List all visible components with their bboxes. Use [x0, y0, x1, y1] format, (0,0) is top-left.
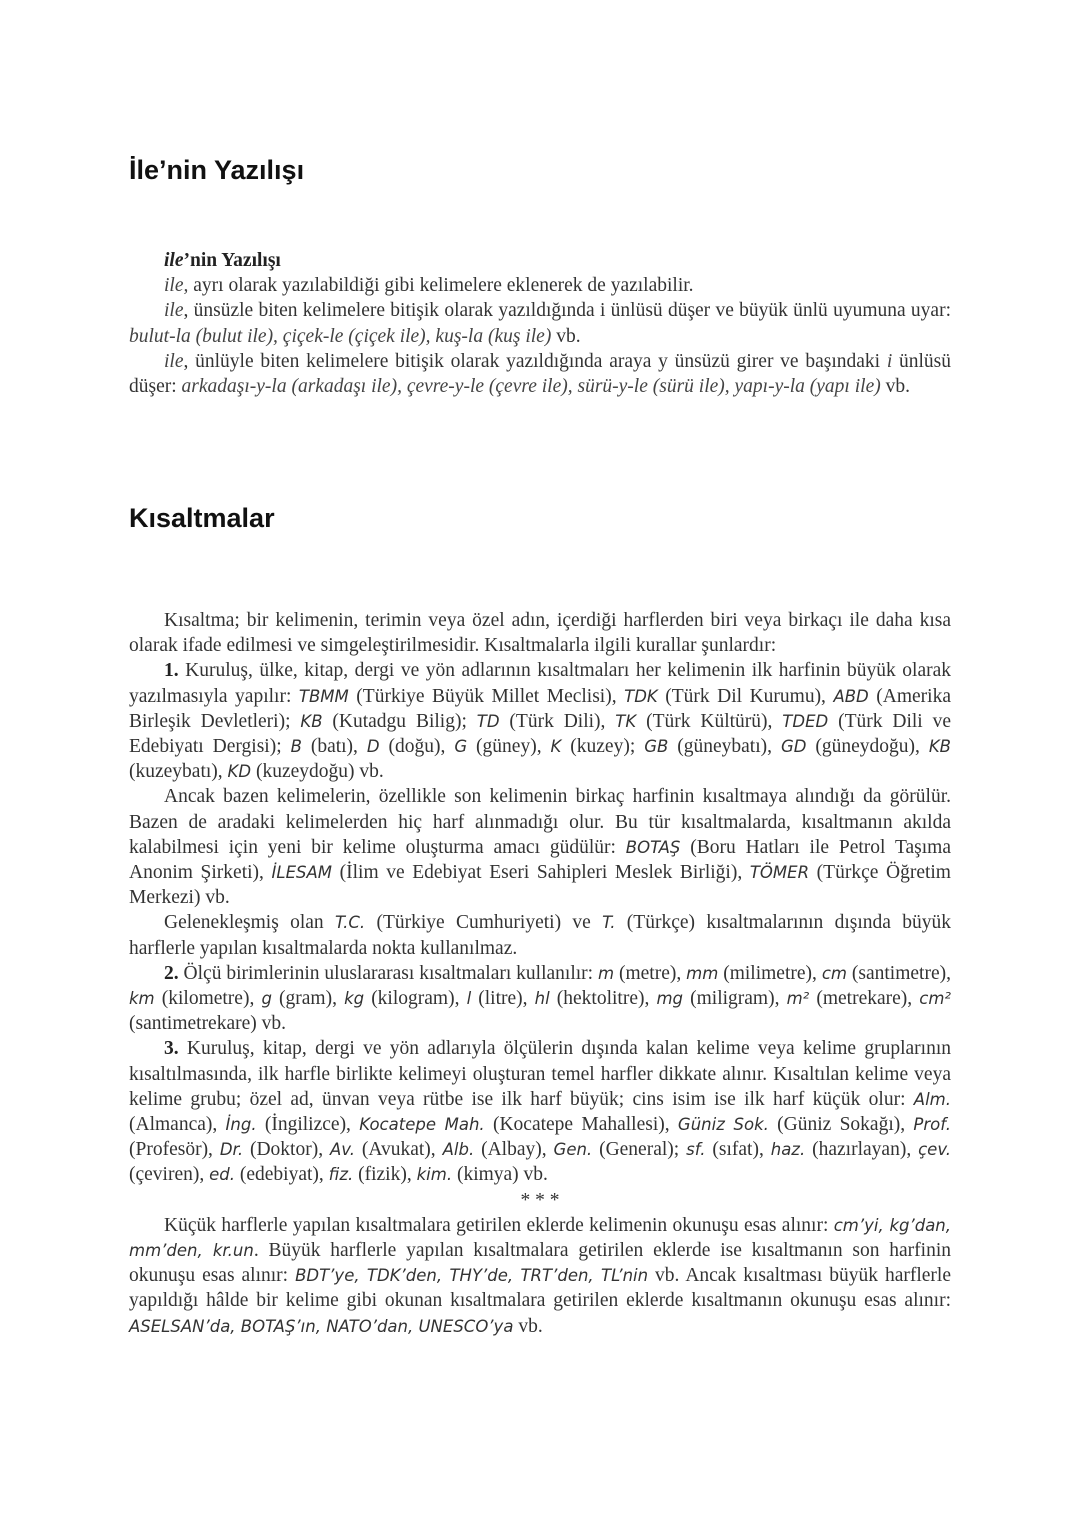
italic-text: TDED [782, 711, 829, 731]
text: (Albay), [474, 1139, 554, 1161]
italic-text: Alb. [442, 1140, 475, 1160]
text: (kuzeybatı), [129, 761, 228, 783]
italic-text: TD [476, 711, 500, 731]
italic-text: D [366, 737, 380, 757]
text: (kuzeydoğu) vb. [251, 761, 384, 783]
italic-text: mm [686, 963, 719, 983]
italic-text: BDT’ye, TDK’den, THY’de, TRT’den, TL’nin [295, 1266, 649, 1286]
italic-text: cm’yi, kg’dan, mm’den, kr.un [129, 1215, 952, 1261]
text: (hazırlayan), [805, 1139, 919, 1161]
text: Kuruluş, ülke, kitap, dergi ve yön adlarının kısaltmaları her kelimenin ilk harfinin büyük olarak yazılmasıyla yapılır: [129, 660, 951, 707]
text: (Türk Dil Kurumu), [657, 685, 834, 707]
section-heading-ile: İle’nin Yazılışı [129, 155, 305, 185]
italic-text: m [598, 963, 615, 983]
italic-text: l [466, 989, 472, 1009]
italic-text: fiz. [328, 1165, 354, 1185]
text: vb. [880, 376, 910, 398]
text: (hektolitre), [549, 988, 657, 1010]
text: (metre), [614, 962, 687, 984]
italic-text: Alm. [913, 1089, 951, 1109]
bold-text: ile [164, 250, 184, 271]
italic-text: arkadaşı-y-la (arkadaşı ile), çevre-y-le (çevre ile), sürü-y-le (sürü ile), yapı-y-la (yapı ile) [181, 376, 881, 398]
paragraph [129, 1036, 951, 1187]
bold-text: ’nin Yazılışı [183, 250, 281, 271]
italic-text: Av. [330, 1140, 355, 1160]
paragraph [129, 961, 951, 1037]
text: (milimetre), [718, 962, 822, 984]
paragraph [129, 273, 951, 298]
italic-text: KB [928, 737, 951, 757]
italic-text: m² [786, 989, 810, 1009]
paragraph [129, 910, 951, 960]
italic-text: KD [227, 762, 252, 782]
text: ayrı olarak yazılabildiği gibi kelimelere eklenerek de yazılabilir. [188, 275, 694, 297]
italic-text: ile [164, 350, 184, 372]
text: (Türk Kültürü), [636, 710, 783, 732]
italic-text: kg [344, 989, 365, 1009]
italic-text: g [261, 989, 272, 1009]
text: (kilometre), [154, 988, 262, 1010]
text: (Türkçe Öğretim Merkezi) vb. [129, 862, 951, 909]
italic-text: GB [644, 737, 669, 757]
text: (Güniz Sokağı), [768, 1114, 914, 1136]
text: (batı), [301, 736, 367, 758]
bold-text: 2. [164, 962, 179, 984]
paragraph [129, 349, 951, 399]
italic-text: çev. [918, 1140, 951, 1160]
italic-text: ile, [164, 275, 189, 297]
italic-text: ABD [833, 686, 869, 706]
text: (kimya) vb. [452, 1164, 548, 1186]
italic-text: hl [534, 989, 550, 1009]
paragraph [129, 608, 951, 658]
italic-text: BOTAŞ [625, 837, 681, 857]
section-heading-kisaltmalar: Kısaltmalar [129, 503, 275, 533]
text: (General); [592, 1139, 687, 1161]
italic-text: TBMM [298, 686, 349, 706]
italic-text: Kocatepe Mah. [359, 1115, 485, 1135]
text: (güneybatı), [668, 736, 781, 758]
paragraph [129, 784, 951, 910]
section2-body [129, 608, 951, 1339]
text: (litre), [471, 988, 535, 1010]
bold-text: 3. [164, 1038, 179, 1060]
text: , ünlüyle biten kelimelere bitişik olarak yazıldığında araya y ünsüzü girer ve başındaki [183, 350, 887, 372]
text: (metrekare), [809, 988, 920, 1010]
italic-text: T.C. [335, 913, 366, 933]
text: (Türk Dili ve Edebiyatı Dergisi); [129, 710, 951, 758]
text: (miligram), [683, 988, 787, 1010]
text: (Kutadgu Bilig); [322, 710, 477, 732]
italic-text: mg [656, 989, 684, 1009]
text: , ünsüzle biten kelimelere bitişik olarak yazıldığında i ünlüsü düşer ve büyük ünlü uyumuna uyar: [183, 300, 951, 322]
bold-text: 1. [164, 660, 179, 682]
text: (fizik), [353, 1164, 417, 1186]
text: (Doktor), [243, 1139, 330, 1161]
italic-text: kim. [416, 1165, 453, 1185]
italic-text: İLESAM [271, 863, 333, 883]
text: Kuruluş, kitap, dergi ve yön adlarıyla ölçülerin dışında kalan kelime veya kelime gruplarının kısaltılmasında, ilk harfle birlikte kelimeyi oluşturan temel harfler dikkate alınır. Kısaltılan kelime veya kelime grubu; özel ad, ünvan veya rütbe ise ilk harf büyük; cins isim ise ilk harf küçük olur: [129, 1038, 951, 1110]
italic-text: sf. [686, 1140, 706, 1160]
text: Ölçü birimlerinin uluslararası kısaltmaları kullanılır: [178, 962, 598, 984]
italic-text: TÖMER [749, 863, 810, 883]
italic-text: ASELSAN’da, BOTAŞ’ın, NATO’dan, UNESCO’ya [129, 1316, 514, 1336]
section2-paragraphs [129, 608, 951, 1188]
text: (Türk Dili), [499, 710, 616, 732]
text: (İngilizce), [256, 1114, 360, 1136]
text: (Türkiye Cumhuriyeti) ve [365, 912, 603, 934]
separator: * * * [520, 1189, 560, 1211]
text: Kısaltma; bir kelimenin, terimin veya özel adın, içerdiği harflerden biri veya birkaçı ile daha kısa olarak ifade edilmesi ve simgeleştirilmesidir. Kısaltmalarla ilgili kurallar şunlardır: [129, 610, 951, 657]
text: (gram), [271, 988, 345, 1010]
italic-text: TK [615, 711, 637, 731]
text: (kilogram), [364, 988, 467, 1010]
text: (Almanca), [129, 1114, 226, 1136]
italic-text: GD [780, 737, 807, 757]
section1-body [129, 248, 951, 399]
text: Gelenekleşmiş olan [164, 912, 336, 934]
paragraph [129, 298, 951, 348]
text: (İlim ve Edebiyat Eseri Sahipleri Meslek Birliği), [332, 862, 750, 884]
text: (çeviren), [129, 1164, 210, 1186]
italic-text: bulut-la (bulut ile), çiçek-le (çiçek ile), kuş-la (kuş ile) [129, 325, 552, 347]
italic-text: haz. [770, 1140, 806, 1160]
italic-text: cm² [919, 989, 952, 1009]
text: (Türkçe) kısaltmalarının dışında büyük harflerle yapılan kısaltmalarda nokta kullanılmaz. [129, 912, 951, 959]
text: (Profesör), [129, 1139, 220, 1161]
text: (güneydoğu), [806, 736, 929, 758]
text: (Kocatepe Mahallesi), [484, 1114, 678, 1136]
text: (Türkiye Büyük Millet Meclisi), [348, 685, 625, 707]
italic-text: i [886, 350, 893, 372]
text: (doğu), [379, 736, 455, 758]
text: (kuzey); [561, 736, 645, 758]
text: vb. [551, 325, 581, 347]
italic-text: km [129, 989, 155, 1009]
text: Küçük harflerle yapılan kısaltmalara getirilen eklerde kelimenin okunuşu esas alınır: [164, 1214, 834, 1236]
italic-text: Gen. [553, 1140, 593, 1160]
italic-text: cm [821, 963, 847, 983]
italic-text: G [454, 737, 468, 757]
italic-text: ed. [209, 1165, 235, 1185]
text: vb. [513, 1315, 543, 1337]
section2-final [129, 1213, 951, 1339]
text: (edebiyat), [235, 1164, 329, 1186]
text: (santimetre), [846, 962, 951, 984]
italic-text: B [290, 737, 302, 757]
text: (Avukat), [354, 1139, 443, 1161]
text: ünlüsü düşer: [129, 350, 951, 398]
italic-text: İng. [225, 1115, 257, 1135]
text: (sıfat), [705, 1139, 771, 1161]
text: vb. Ancak kısaltması büyük harflerle yapıldığı hâlde bir kelime gibi okunan kısaltmalara getirilen eklerde kısaltmanın okunuşu esas alınır: [129, 1265, 951, 1312]
italic-text: Güniz Sok. [677, 1115, 769, 1135]
italic-text: Prof. [913, 1115, 951, 1135]
italic-text: Dr. [219, 1140, 244, 1160]
text: . Büyük harflerle yapılan kısaltmalara getirilen eklerde ise kısaltmanın son harfinin okunuşu esas alınır: [129, 1240, 952, 1287]
text: Ancak bazen kelimelerin, özellikle son kelimenin birkaç harfinin kısaltmaya alındığı da görülür. Bazen de aradaki kelimelerden hiç harf alınmadığı olur. Bu tür kısaltmalarda, kısaltmanın akılda kalabilmesi için yeni bir kelime oluşturma amacı güdülür: [129, 786, 951, 858]
paragraph [129, 1213, 951, 1339]
text: (Boru Hatları ile Petrol Taşıma Anonim Şirketi), [129, 836, 951, 884]
italic-text: TDK [624, 686, 658, 706]
paragraph [129, 658, 951, 784]
paragraph [129, 248, 951, 273]
italic-text: K [550, 737, 562, 757]
text: (santimetrekare) vb. [129, 1013, 287, 1035]
text: (güney), [467, 736, 551, 758]
italic-text: ile [164, 300, 184, 322]
italic-text: T. [602, 913, 616, 933]
text: (Amerika Birleşik Devletleri); [129, 685, 951, 732]
italic-text: KB [300, 711, 323, 731]
